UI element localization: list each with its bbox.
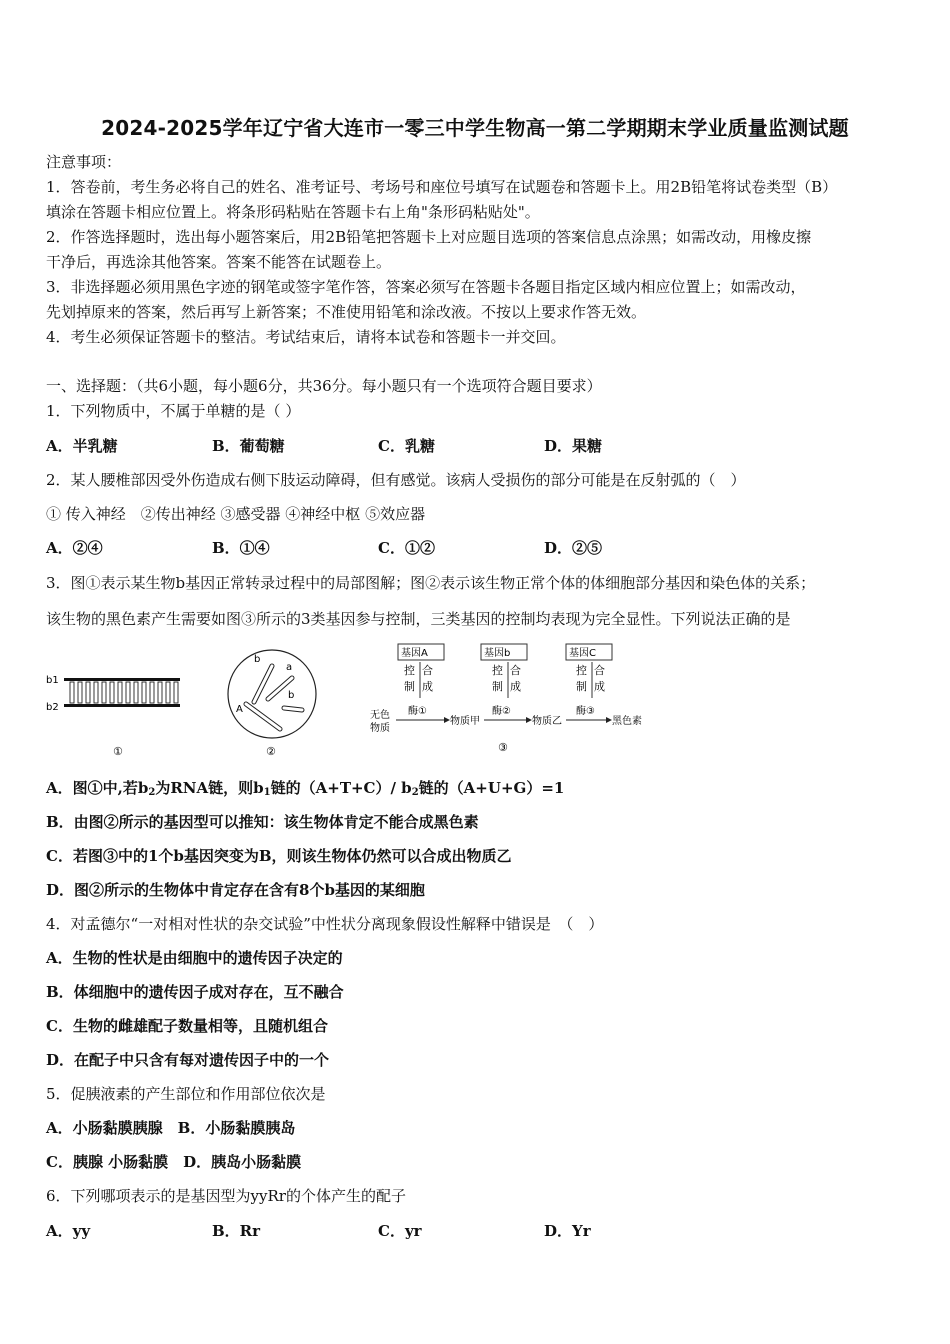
- base-pair-rung: [70, 682, 74, 703]
- q5-stem: 5．促胰液素的产生部位和作用部位依次是: [46, 1085, 326, 1103]
- figure-1-strands: [46, 675, 180, 758]
- q6-option-c[interactable]: C．yr: [378, 1222, 422, 1240]
- q2-option-d[interactable]: D．②⑤: [544, 539, 603, 557]
- gene-label-a: a: [286, 662, 293, 673]
- substance-yi: 物质乙: [532, 716, 562, 727]
- gene-label-A: A: [236, 704, 243, 715]
- figure-3-number: ③: [498, 741, 508, 754]
- strand-b1: [64, 678, 180, 681]
- figure-3-pathway: [370, 644, 642, 754]
- q2-option-a[interactable]: A．②④: [46, 539, 103, 557]
- figure-1-number: ①: [113, 745, 123, 758]
- ctrl-2-a: 控: [492, 664, 503, 677]
- q6-option-b[interactable]: B．Rr: [212, 1222, 261, 1240]
- q3a-part-3: 链的（A+T+C）/ b: [270, 779, 412, 797]
- q3-figures: [40, 636, 680, 766]
- base-pair-rung: [110, 682, 114, 703]
- q3-option-a[interactable]: [46, 778, 564, 798]
- chromosome-3-fill: [246, 704, 280, 729]
- ctrl-3-b: 合: [594, 664, 605, 677]
- base-pair-rungs: [70, 682, 178, 703]
- base-pair-rung: [94, 682, 98, 703]
- base-pair-rung: [150, 682, 154, 703]
- base-pair-rung: [118, 682, 122, 703]
- notice-line-1b: 填涂在答题卡相应位置上。将条形码粘贴在答题卡右上角"条形码粘贴处"。: [46, 203, 540, 221]
- q4-option-c[interactable]: C．生物的雌雄配子数量相等，且随机组合: [46, 1017, 328, 1035]
- q4-stem: 4．对孟德尔“一对相对性状的杂交试验”中性状分离现象假设性解释中错误是 （ ）: [46, 915, 604, 933]
- q1-option-d[interactable]: D．果糖: [544, 437, 603, 455]
- q2-items: ① 传入神经 ②传出神经 ③感受器 ④神经中枢 ⑤效应器: [46, 505, 426, 523]
- ctrl-2-c: 制: [492, 680, 503, 693]
- q3a-part-2: 为RNA链，则b: [155, 779, 264, 797]
- notice-line-4: 4．考生必须保证答题卡的整洁。考试结束后，请将本试卷和答题卡一并交回。: [46, 328, 566, 346]
- exam-title: 2024-2025学年辽宁省大连市一零三中学生物高一第二学期期末学业质量监测试题: [101, 116, 849, 140]
- notice-line-3b: 先划掉原来的答案，然后再写上新答案；不准使用铅笔和涂改液。不按以上要求作答无效。: [46, 303, 647, 321]
- base-pair-rung: [174, 682, 178, 703]
- q4-option-b[interactable]: B．体细胞中的遗传因子成对存在，互不融合: [46, 983, 344, 1001]
- strand-label-b1: b1: [46, 675, 59, 686]
- notice-line-1a: 1．答卷前，考生务必将自己的姓名、准考证号、考场号和座位号填写在试题卷和答题卡上。用2B铅笔将试卷类型（B）: [46, 178, 838, 196]
- base-pair-rung: [142, 682, 146, 703]
- chromosome-4-fill: [284, 708, 302, 710]
- q2-option-c[interactable]: C．①②: [378, 539, 435, 557]
- q1-option-c[interactable]: C．乳糖: [378, 437, 435, 455]
- base-pair-rung: [78, 682, 82, 703]
- ctrl-3-d: 成: [594, 680, 605, 693]
- q3-stem-line-2: 该生物的黑色素产生需要如图③所示的3类基因参与控制，三类基因的控制均表现为完全显性。下列说法正确的是: [46, 610, 791, 628]
- q6-stem: 6．下列哪项表示的是基因型为yyRr的个体产生的配子: [46, 1187, 406, 1205]
- q6-option-a[interactable]: A．yy: [46, 1222, 91, 1240]
- q2-option-b[interactable]: B．①④: [212, 539, 270, 557]
- base-pair-rung: [166, 682, 170, 703]
- notice-line-2b: 干净后，再选涂其他答案。答案不能答在试题卷上。: [46, 253, 392, 271]
- base-pair-rung: [102, 682, 106, 703]
- figure-2-cell: [228, 650, 316, 758]
- q3a-part-4: 链的（A+U+G）=1: [418, 779, 565, 797]
- ctrl-1-a: 控: [404, 664, 415, 677]
- notice-line-3a: 3．非选择题必须用黑色字迹的钢笔或签字笔作答，答案必须写在答题卡各题目指定区域内相应位置上；如需改动，: [46, 278, 806, 296]
- q3a-part-1: A．图①中,若b: [46, 779, 149, 797]
- q1-stem: 1．下列物质中，不属于单糖的是（ ）: [46, 402, 301, 420]
- start-material-1: 无色: [370, 710, 390, 721]
- q1-option-b[interactable]: B．葡萄糖: [212, 437, 285, 455]
- base-pair-rung: [126, 682, 130, 703]
- enzyme-3: 酶③: [576, 706, 595, 717]
- ctrl-1-c: 制: [404, 680, 415, 693]
- ctrl-2-d: 成: [510, 680, 521, 693]
- gene-C-label: 基因C: [569, 648, 596, 659]
- gene-b-label: 基因b: [484, 648, 511, 659]
- q3-option-d[interactable]: D．图②所示的生物体中肯定存在含有8个b基因的某细胞: [46, 881, 425, 899]
- q3-option-c[interactable]: C．若图③中的1个b基因突变为B，则该生物体仍然可以合成出物质乙: [46, 847, 512, 865]
- q3-stem-line-1: 3．图①表示某生物b基因正常转录过程中的局部图解；图②表示该生物正常个体的体细胞部分基因和染色体的关系；: [46, 574, 816, 592]
- gene-label-b-top: b: [254, 654, 261, 665]
- melanin: 黑色素: [612, 716, 642, 727]
- ctrl-1-b: 合: [422, 664, 433, 677]
- q3-option-b[interactable]: B．由图②所示的基因型可以推知：该生物体肯定不能合成黑色素: [46, 813, 479, 831]
- q6-option-d[interactable]: D．Yr: [544, 1222, 591, 1240]
- notice-heading: 注意事项：: [46, 153, 122, 171]
- notice-line-2a: 2．作答选择题时，选出每小题答案后，用2B铅笔把答题卡上对应题目选项的答案信息点涂黑；如需改动，用橡皮擦: [46, 228, 812, 246]
- substance-jia: 物质甲: [450, 716, 480, 727]
- ctrl-3-c: 制: [576, 680, 587, 693]
- strand-b2: [64, 704, 180, 707]
- figure-2-number: ②: [266, 745, 276, 758]
- enzyme-2: 酶②: [492, 706, 511, 717]
- base-pair-rung: [86, 682, 90, 703]
- q5-options-ab[interactable]: A．小肠黏膜胰腺 B．小肠黏膜胰岛: [46, 1119, 296, 1137]
- q1-option-a[interactable]: A．半乳糖: [46, 437, 118, 455]
- ctrl-2-b: 合: [510, 664, 521, 677]
- gene-A-label: 基因A: [401, 648, 428, 659]
- ctrl-1-d: 成: [422, 680, 433, 693]
- section-heading: 一、选择题：（共6小题，每小题6分，共36分。每小题只有一个选项符合题目要求）: [46, 377, 602, 395]
- q3a-sub-1: 2: [148, 787, 156, 798]
- q3a-sub-2: 1: [263, 787, 271, 798]
- q4-option-a[interactable]: A．生物的性状是由细胞中的遗传因子决定的: [46, 949, 343, 967]
- base-pair-rung: [158, 682, 162, 703]
- base-pair-rung: [134, 682, 138, 703]
- q3a-sub-3: 2: [411, 787, 419, 798]
- start-material-2: 物质: [370, 723, 390, 734]
- ctrl-3-a: 控: [576, 664, 587, 677]
- q5-options-cd[interactable]: C．胰腺 小肠黏膜 D．胰岛小肠黏膜: [46, 1153, 302, 1171]
- enzyme-1: 酶①: [408, 706, 427, 717]
- q4-option-d[interactable]: D．在配子中只含有每对遗传因子中的一个: [46, 1051, 330, 1069]
- gene-label-b-right: b: [288, 690, 295, 701]
- q2-stem: 2．某人腰椎部因受外伤造成右侧下肢运动障碍，但有感觉。该病人受损伤的部分可能是在反射弧的（ ）: [46, 471, 746, 489]
- strand-label-b2: b2: [46, 702, 59, 713]
